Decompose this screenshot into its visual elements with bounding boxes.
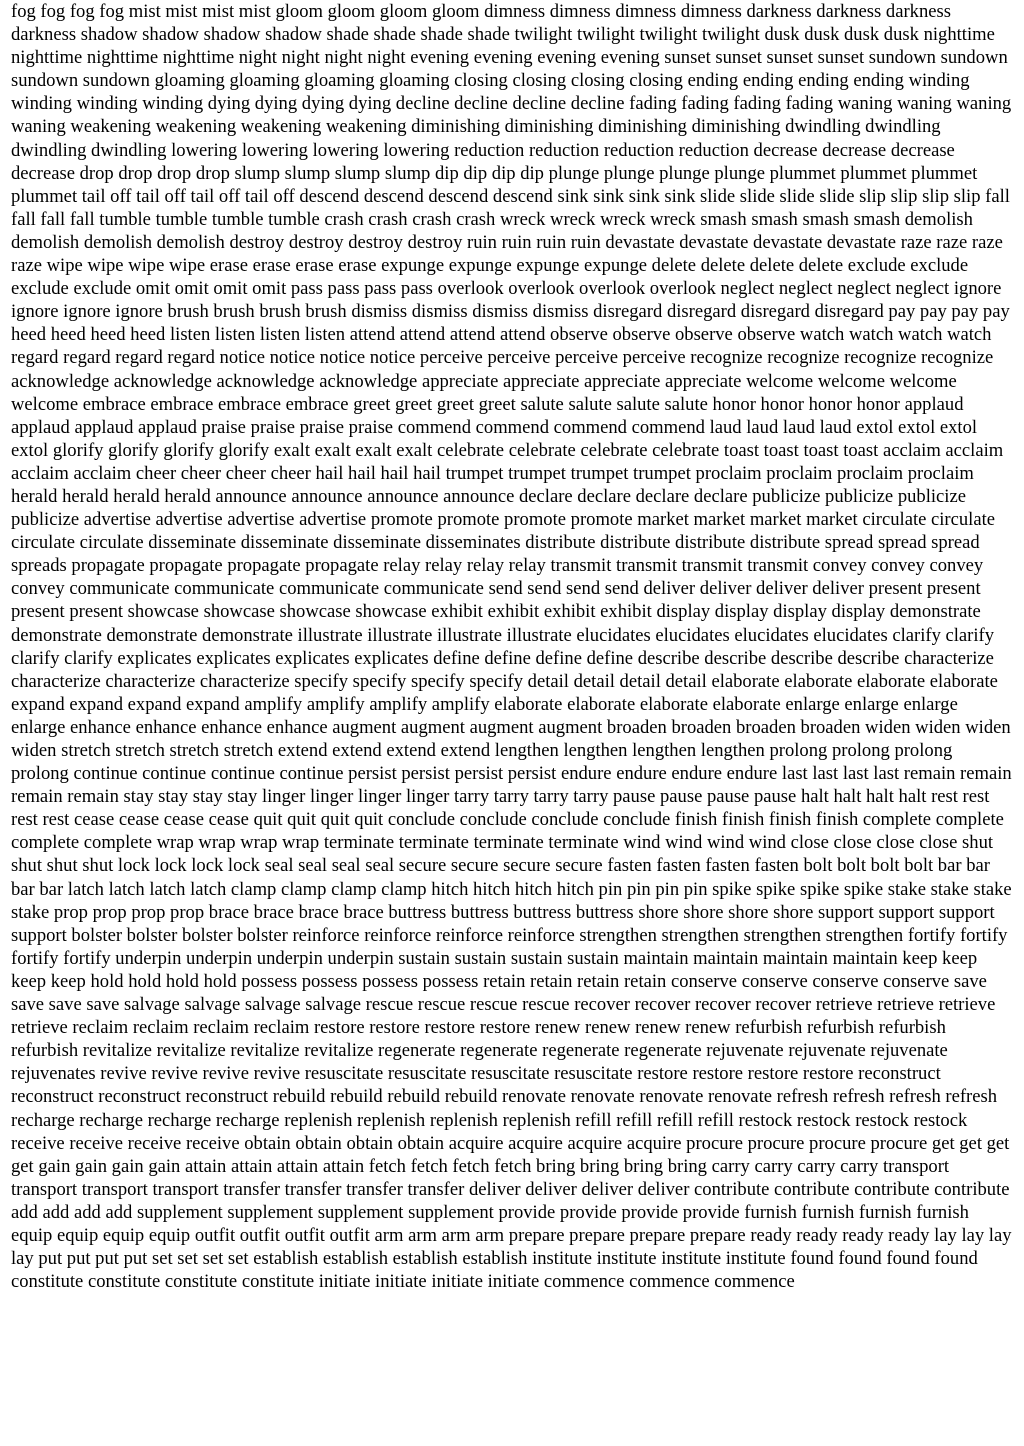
body-text: fog fog fog fog mist mist mist mist gloom gloom gloom gloom dimness dimness dimness dimness darkness darkness darkness darkness shadow shadow shadow shadow shade shade shade shade twilight twilight twilight twilight dusk dusk dusk dusk nighttime nighttime nighttime nighttime night night night night evening evening evening evening sunset sunset sunset sunset sundown sundown sundown sundown gloaming gloaming gloaming gloaming closing closing closing closing ending ending ending ending winding winding winding winding dying dying dying dying decline decline decline decline fading fading fading fading waning waning waning waning weakening weakening weakening weakening diminishing diminishing diminishing diminishing dwindling dwindling dwindling dwindling lowering lowering lowering lowering reduction reduction reduction reduction decrease decrease decrease decrease drop drop drop drop slump slump slump slump dip dip dip dip plunge plunge plunge plunge plummet plummet plummet plummet tail off tail off tail off tail off descend descend descend descend sink sink sink sink slide slide slide slide slip slip slip slip fall fall fall fall tumble tumble tumble tumble crash crash crash crash wreck wreck wreck wreck smash smash smash smash demolish demolish demolish demolish destroy destroy destroy destroy ruin ruin ruin ruin devastate devastate devastate devastate raze raze raze raze wipe wipe wipe wipe erase erase erase erase expunge expunge expunge expunge delete delete delete delete exclude exclude exclude exclude omit omit omit omit pass pass pass pass overlook overlook overlook overlook neglect neglect neglect neglect ignore ignore ignore ignore brush brush brush brush dismiss dismiss dismiss dismiss disregard disregard disregard disregard pay pay pay pay heed heed heed heed listen listen listen listen attend attend attend attend observe observe observe observe watch watch watch watch regard regard regard regard notice notice notice notice perceive perceive perceive perceive recognize recognize recognize recognize acknowledge acknowledge acknowledge acknowledge appreciate appreciate appreciate appreciate welcome welcome welcome welcome embrace embrace embrace embrace greet greet greet greet salute salute salute salute honor honor honor honor applaud applaud applaud applaud praise praise praise praise commend commend commend commend laud laud laud laud extol extol extol extol glorify glorify glorify glorify exalt exalt exalt exalt celebrate celebrate celebrate celebrate toast toast toast toast acclaim acclaim acclaim acclaim cheer cheer cheer cheer hail hail hail hail trumpet trumpet trumpet trumpet proclaim proclaim proclaim proclaim herald herald herald herald announce announce announce announce declare declare declare declare publicize publicize publicize publicize advertise advertise advertise advertise promote promote promote promote market market market market circulate circulate circulate circulate disseminate disseminate disseminate disseminates distribute distribute distribute distribute spread spread spread spreads propagate propagate propagate propagate relay relay relay relay transmit transmit transmit transmit convey convey convey convey communicate communicate communicate communicate send send send send deliver deliver deliver deliver present present present present showcase showcase showcase showcase exhibit exhibit exhibit exhibit display display display display demonstrate demonstrate demonstrate demonstrate illustrate illustrate illustrate illustrate elucidates elucidates elucidates elucidates clarify clarify clarify clarify explicates explicates explicates explicates define define define define describe describe describe describe characterize characterize characterize characterize specify specify specify specify detail detail detail detail elaborate elaborate elaborate elaborate expand expand expand expand amplify amplify amplify amplify elaborate elaborate elaborate elaborate enlarge enlarge enlarge enlarge enhance enhance enhance enhance augment augment augment augment broaden broaden broaden broaden widen widen widen widen stretch stretch stretch stretch extend extend extend extend lengthen lengthen lengthen lengthen prolong prolong prolong prolong continue continue continue continue persist persist persist persist endure endure endure endure last last last last remain remain remain remain stay stay stay stay linger linger linger linger tarry tarry tarry tarry pause pause pause pause halt halt halt halt rest rest rest rest cease cease cease cease quit quit quit quit conclude conclude conclude conclude finish finish finish finish complete complete complete complete wrap wrap wrap wrap terminate terminate terminate terminate wind wind wind wind close close close close shut shut shut shut lock lock lock lock seal seal seal seal secure secure secure secure fasten fasten fasten fasten bolt bolt bolt bolt bar bar bar bar latch latch latch latch clamp clamp clamp clamp hitch hitch hitch hitch pin pin pin pin spike spike spike spike stake stake stake stake prop prop prop prop brace brace brace brace buttress buttress buttress buttress shore shore shore shore support support support support bolster bolster bolster bolster reinforce reinforce reinforce reinforce strengthen strengthen strengthen strengthen fortify fortify fortify fortify underpin underpin underpin underpin sustain sustain sustain sustain maintain maintain maintain maintain keep keep keep keep hold hold hold hold possess possess possess possess retain retain retain retain conserve conserve conserve conserve save save save save salvage salvage salvage salvage rescue rescue rescue rescue recover recover recover recover retrieve retrieve retrieve retrieve reclaim reclaim reclaim reclaim restore restore restore restore renew renew renew renew refurbish refurbish refurbish refurbish revitalize revitalize revitalize revitalize regenerate regenerate regenerate regenerate rejuvenate rejuvenate rejuvenate rejuvenates revive revive revive revive resuscitate resuscitate resuscitate resuscitate restore restore restore restore reconstruct reconstruct reconstruct reconstruct rebuild rebuild rebuild rebuild renovate renovate renovate renovate refresh refresh refresh refresh recharge recharge recharge recharge replenish replenish replenish replenish refill refill refill refill restock restock restock restock receive receive receive receive obtain obtain obtain obtain acquire acquire acquire acquire procure procure procure procure get get get get gain gain gain gain attain attain attain attain fetch fetch fetch fetch bring bring bring bring carry carry carry carry transport transport transport transport transfer transfer transfer transfer deliver deliver deliver deliver contribute contribute contribute contribute add add add add supplement supplement supplement supplement provide provide provide provide furnish furnish furnish furnish equip equip equip equip outfit outfit outfit outfit arm arm arm arm prepare prepare prepare prepare ready ready ready ready lay lay lay lay put put put put set set set set establish establish establish establish institute institute institute institute found found found found constitute constitute constitute constitute initiate initiate initiate initiate commence commence commence [11, 1, 1012, 1293]
